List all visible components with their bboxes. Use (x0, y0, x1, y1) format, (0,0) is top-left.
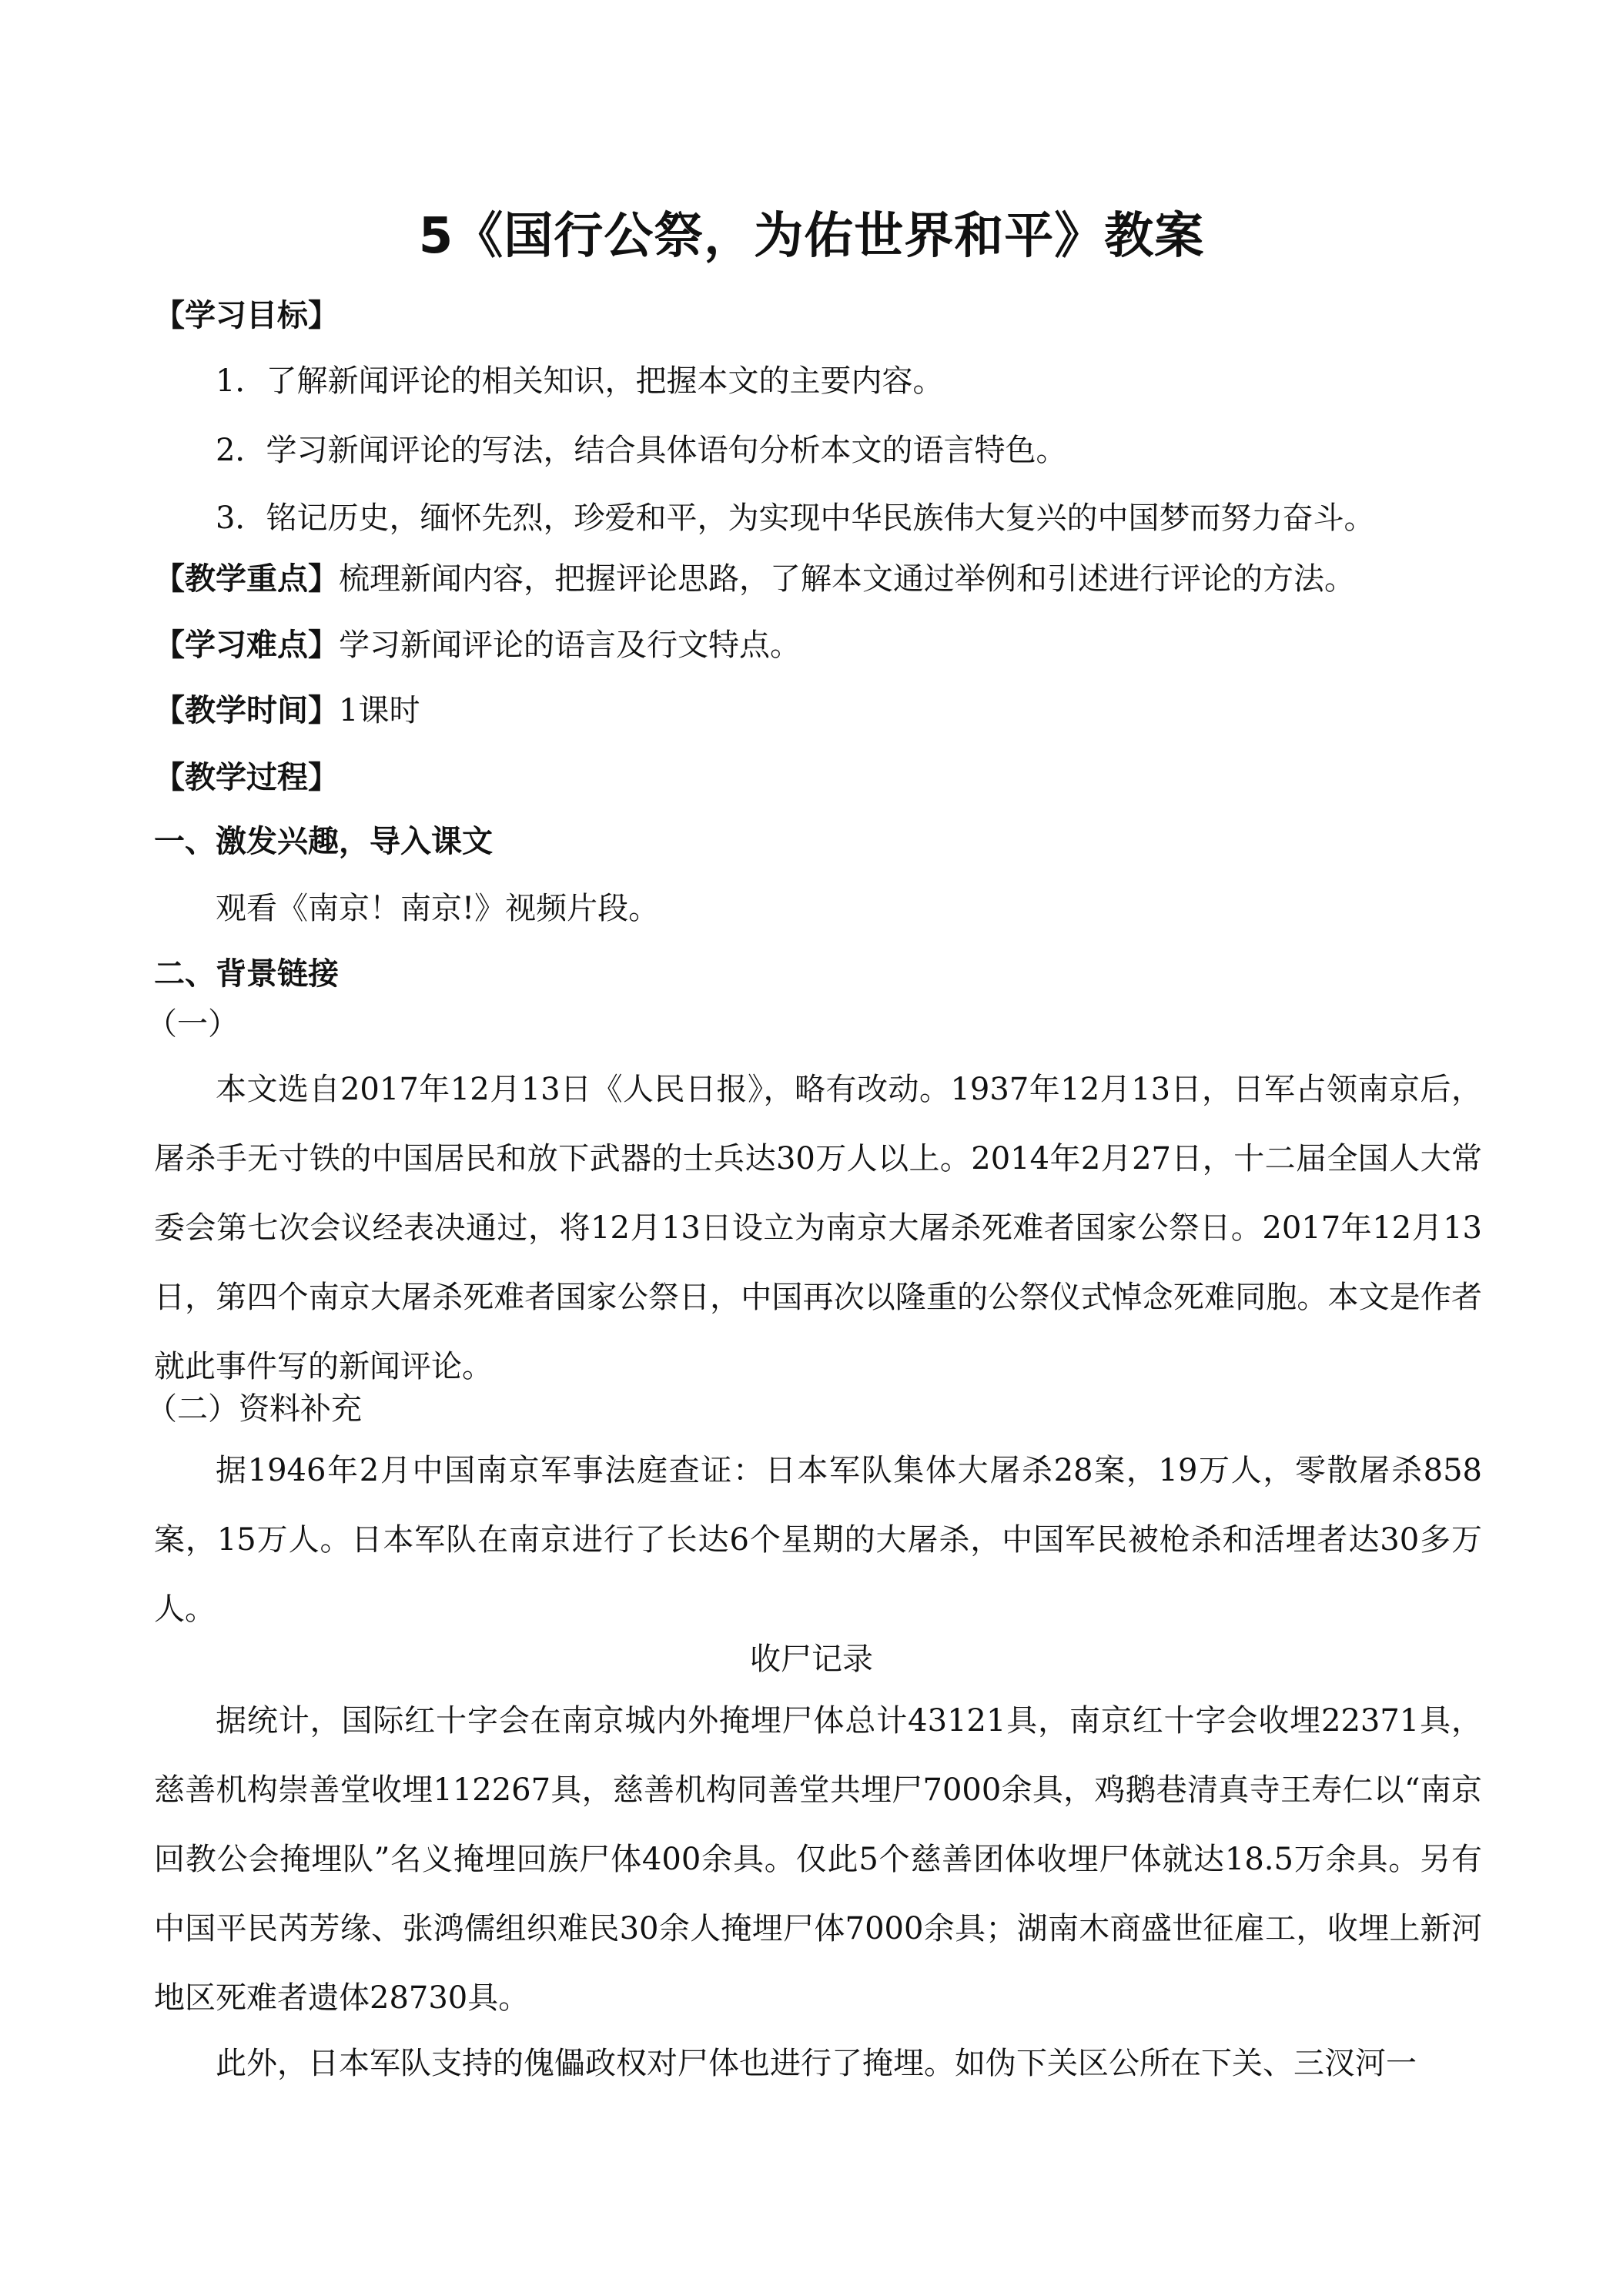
goal-item-3: 3．铭记历史，缅怀先烈，珍爱和平，为实现中华民族伟大复兴的中国梦而努力奋斗。 (216, 500, 1375, 536)
difficulty-label: 【学习难点】 (154, 628, 339, 663)
section2-heading: 二、背景链接 (154, 956, 339, 992)
goal-item-2: 2．学习新闻评论的写法，结合具体语句分析本文的语言特色。 (216, 433, 1067, 468)
key-points (154, 556, 1355, 602)
difficulty-points (154, 622, 801, 668)
sub2-paragraph: 据1946年2月中国南京军事法庭查证：日本军队集体大屠杀28案，19万人，零散屠杀858案，15万人。日本军队在南京进行了长达6个星期的大屠杀，中国军民被枪杀和活埋者达30多万人。 (154, 1453, 1482, 1627)
process-label: 【教学过程】 (154, 760, 339, 795)
section1-heading: 一、激发兴趣，导入课文 (154, 824, 493, 859)
key-text: 梳理新闻内容，把握评论思路，了解本文通过举例和引述进行评论的方法。 (339, 561, 1355, 597)
sub1-label: （一） (146, 1006, 239, 1042)
key-label: 【教学重点】 (154, 561, 339, 597)
teaching-time (154, 688, 420, 734)
record-paragraph-1: 据统计，国际红十字会在南京城内外掩埋尸体总计43121具，南京红十字会收埋22371具，慈善机构崇善堂收埋112267具，慈善机构同善堂共埋尸7000余具，鸡鹅巷清真寺王寿仁以“南京回教公会掩埋队”名义掩埋回族尸体400余具。仅此5个慈善团体收埋尸体就达18.5万余具。另有中国平民芮芳缘、张鸿儒组织难民30余人掩埋尸体7000余具；湖南木商盛世征雇工，收埋上新河地区死难者遗体28730具。 (154, 1703, 1482, 2016)
sub2-label: （二）资料补充 (146, 1391, 362, 1427)
page-title: 5《国行公祭，为佑世界和平》教案 (418, 208, 1205, 265)
section1-text: 观看《南京！南京!》视频片段。 (216, 891, 660, 926)
time-text: 1课时 (339, 693, 420, 728)
sub1-paragraph: 本文选自2017年12月13日《人民日报》，略有改动。1937年12月13日，日军占领南京后，屠杀手无寸铁的中国居民和放下武器的士兵达30万人以上。2014年2月27日，十二届全国人大常委会第七次会议经表决通过，将12月13日设立为南京大屠杀死难者国家公祭日。2017年12月13日，第四个南京大屠杀死难者国家公祭日，中国再次以隆重的公祭仪式悼念死难同胞。本文是作者就此事件写的新闻评论。 (154, 1072, 1482, 1384)
record-title: 收尸记录 (750, 1642, 873, 1677)
goal-item-1: 1．了解新闻评论的相关知识，把握本文的主要内容。 (216, 363, 944, 399)
goals-label: 【学习目标】 (154, 298, 339, 333)
time-label: 【教学时间】 (154, 693, 339, 728)
record-paragraph-2: 此外，日本军队支持的傀儡政权对尸体也进行了掩埋。如伪下关区公所在下关、三汊河一 (216, 2046, 1417, 2081)
difficulty-text: 学习新闻评论的语言及行文特点。 (339, 628, 801, 663)
